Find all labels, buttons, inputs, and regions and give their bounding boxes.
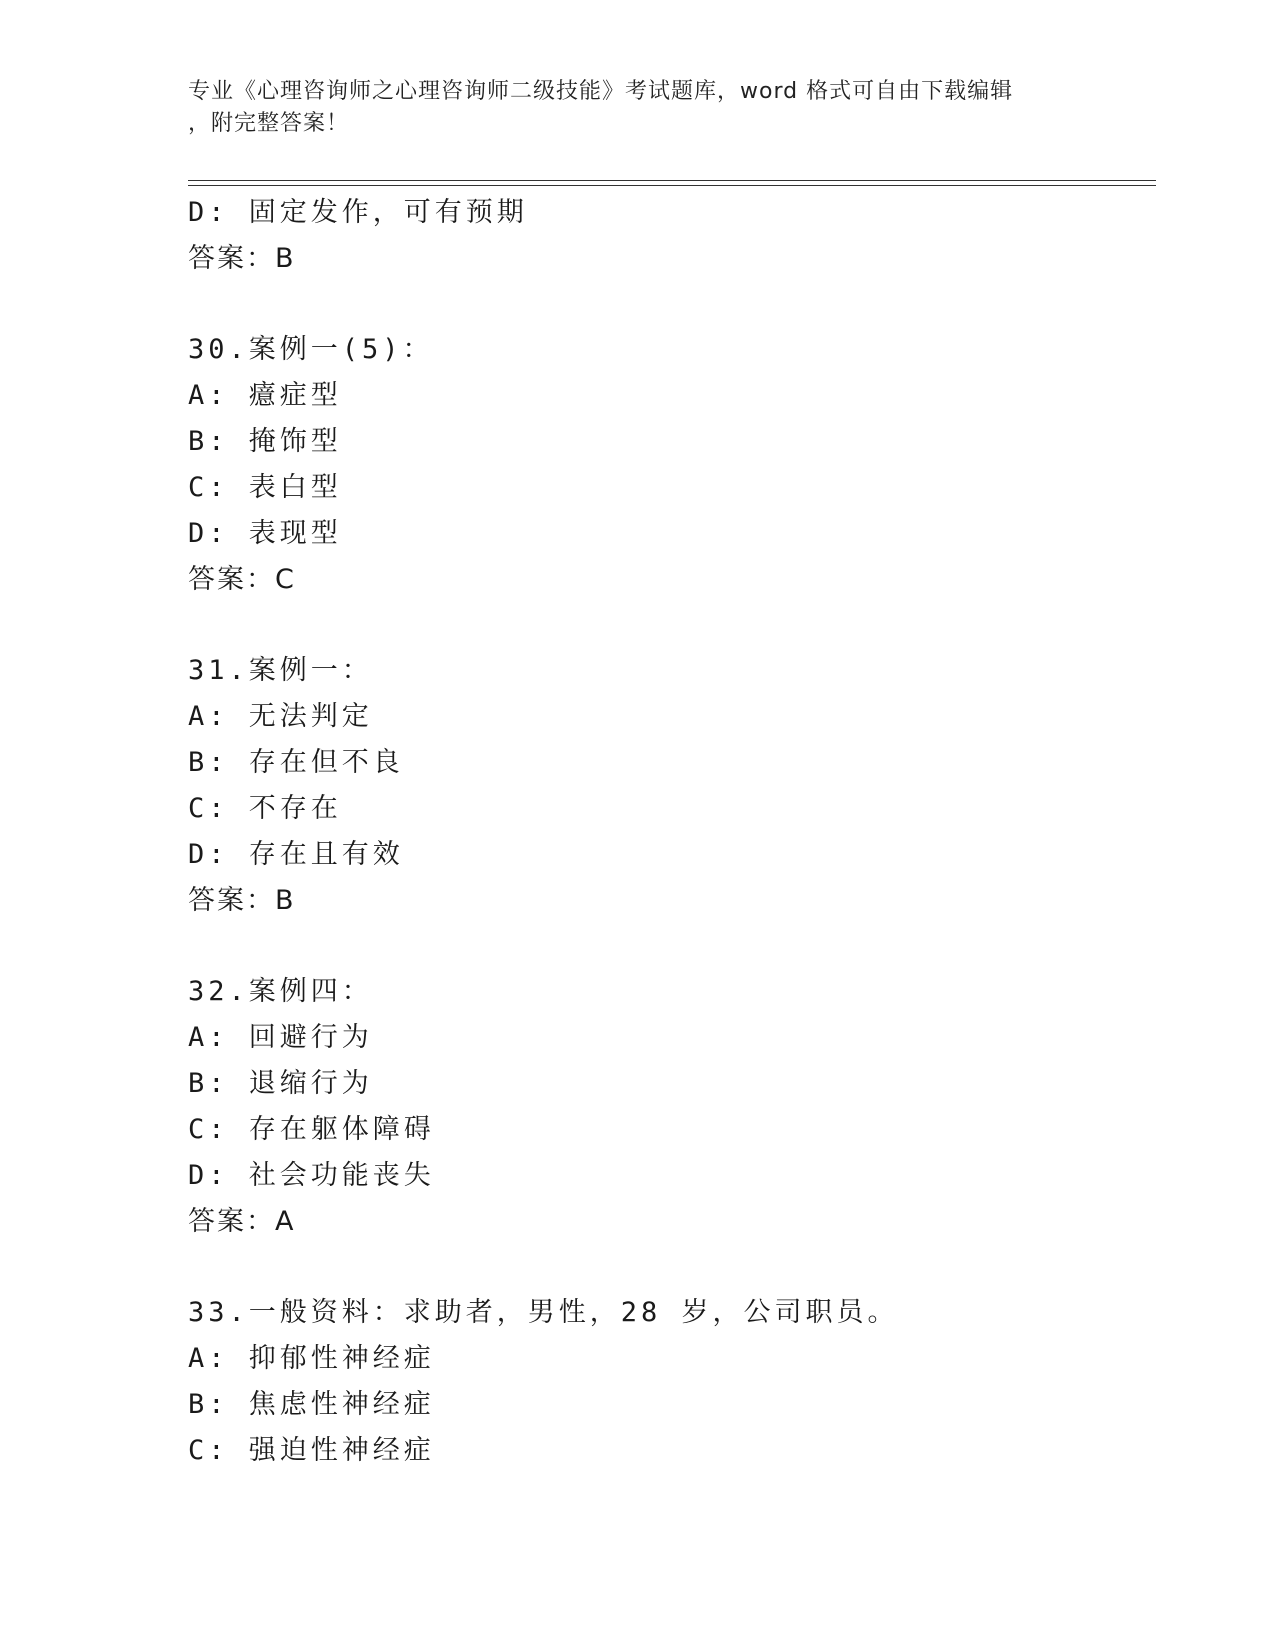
option-b: B: 退缩行为 — [188, 1068, 373, 1099]
option-a: A: 无法判定 — [188, 701, 373, 732]
option-b: B: 存在但不良 — [188, 747, 404, 778]
option-d: D: 存在且有效 — [188, 839, 404, 870]
option-c: C: 存在躯体障碍 — [188, 1114, 435, 1145]
option-d: D: 表现型 — [188, 518, 342, 549]
answer-line: 答案：A — [188, 1206, 296, 1237]
answer-line: 答案：B — [188, 885, 296, 916]
question-31 — [188, 648, 1148, 924]
option-b: B: 焦虑性神经症 — [188, 1389, 435, 1420]
header-line-2: ，附完整答案！ — [188, 111, 350, 136]
option-a: A: 癔症型 — [188, 380, 342, 411]
question-title: 31.案例一： — [188, 655, 373, 686]
option-c: C: 强迫性神经症 — [188, 1435, 435, 1466]
header-divider-top — [188, 180, 1156, 181]
question-30 — [188, 327, 1148, 603]
document-header — [188, 76, 1088, 140]
option-a: A: 回避行为 — [188, 1022, 373, 1053]
option-d: D: 社会功能丧失 — [188, 1160, 435, 1191]
option-c: C: 表白型 — [188, 472, 342, 503]
answer-line: 答案：C — [188, 564, 296, 595]
option-a: A: 抑郁性神经症 — [188, 1343, 435, 1374]
option-d: D: 固定发作，可有预期 — [188, 197, 528, 228]
question-list — [188, 190, 1148, 1474]
question-fragment — [188, 190, 1148, 282]
answer-line: 答案：B — [188, 243, 296, 274]
option-b: B: 掩饰型 — [188, 426, 342, 457]
question-title: 30.案例一(5)： — [188, 334, 434, 365]
question-33 — [188, 1290, 1148, 1474]
question-title: 32.案例四： — [188, 976, 373, 1007]
question-32 — [188, 969, 1148, 1245]
header-divider-bottom — [188, 185, 1156, 186]
question-title: 33.一般资料：求助者，男性，28 岁，公司职员。 — [188, 1297, 899, 1328]
option-c: C: 不存在 — [188, 793, 342, 824]
header-line-1: 专业《心理咨询师之心理咨询师二级技能》考试题库，word 格式可自由下载编辑 — [188, 79, 1014, 104]
